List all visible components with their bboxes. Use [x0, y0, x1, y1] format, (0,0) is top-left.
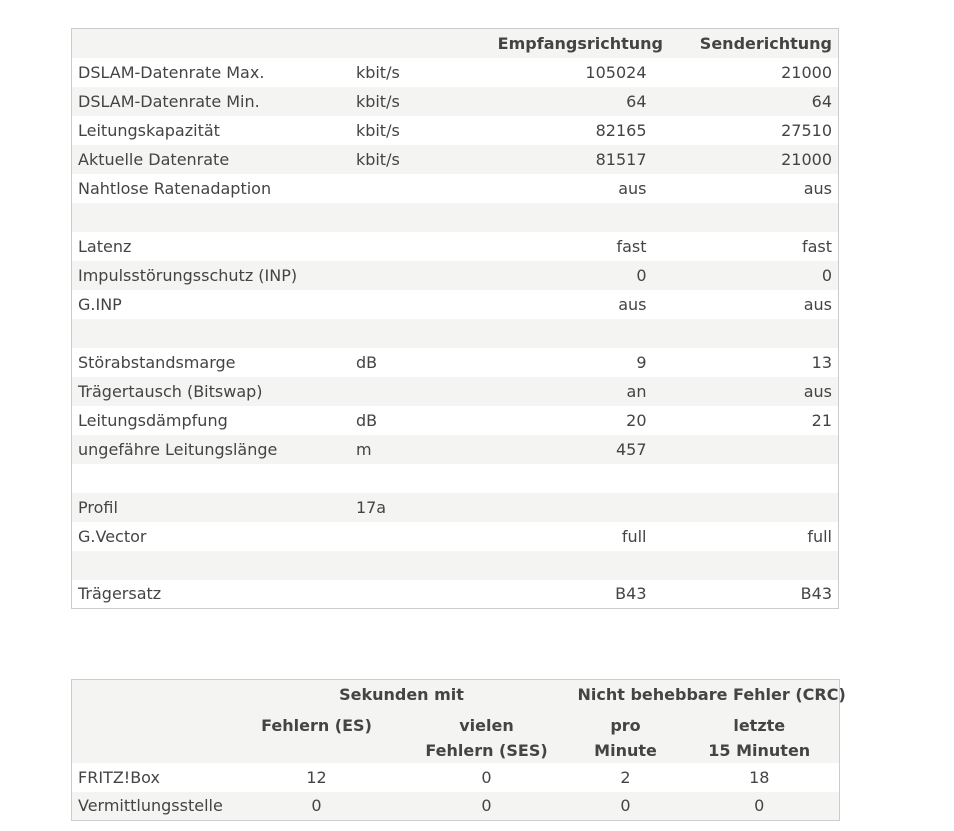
row-down: [492, 203, 653, 232]
row-down: [492, 551, 653, 580]
row-unit: kbit/s: [355, 91, 400, 111]
row-label: DSLAM-Datenrate Min.: [78, 91, 260, 111]
table-row: [72, 763, 840, 792]
col-ses-line2: Fehlern (SES): [425, 740, 548, 760]
row-unit: [350, 174, 492, 203]
row-label: Leitungsdämpfung: [78, 410, 228, 430]
table-row-spacer: [72, 551, 839, 580]
row-label: Profil: [78, 497, 118, 517]
table-row: [72, 116, 839, 145]
error-row-es: 0: [311, 796, 322, 816]
row-unit: dB: [355, 352, 378, 372]
table-row-spacer: [72, 319, 839, 348]
row-label: Leitungskapazität: [78, 120, 220, 140]
row-label: G.INP: [78, 294, 122, 314]
row-unit: [350, 551, 492, 580]
table-row: [72, 174, 839, 203]
row-label: Nahtlose Ratenadaption: [78, 178, 272, 198]
row-down: 81517: [595, 149, 647, 169]
col-ses-header: [402, 709, 572, 763]
error-row-last15: 0: [754, 796, 765, 816]
col-min-line1: pro: [610, 715, 641, 735]
error-row-es: 12: [306, 767, 327, 787]
row-label: Aktuelle Datenrate: [78, 149, 230, 169]
table-header-row: [72, 29, 839, 58]
table-row: [72, 493, 839, 522]
row-up: 27510: [781, 120, 832, 140]
row-down: [492, 464, 653, 493]
row-up: [653, 551, 839, 580]
error-column-header-row: [72, 709, 840, 763]
row-up: 64: [811, 91, 832, 111]
row-down: 0: [636, 265, 647, 285]
table-row-spacer: [72, 464, 839, 493]
row-unit: kbit/s: [355, 120, 400, 140]
error-row-last15: 18: [749, 767, 770, 787]
row-up: [653, 319, 839, 348]
error-row-label: FRITZ!Box: [78, 767, 160, 787]
group-crc-header: Nicht behebbare Fehler (CRC): [577, 684, 846, 704]
row-down: B43: [615, 584, 647, 604]
row-down: aus: [618, 178, 647, 198]
error-row-ses: 0: [481, 767, 492, 787]
col-last15-header: [680, 709, 840, 763]
row-label: [72, 319, 350, 348]
row-down: 105024: [585, 62, 647, 82]
row-down: 82165: [595, 120, 647, 140]
table-row: [72, 261, 839, 290]
row-label: Trägersatz: [78, 584, 162, 604]
row-unit: [350, 261, 492, 290]
col-per-minute-header: [572, 709, 680, 763]
row-up: full: [807, 526, 832, 546]
table-row: [72, 87, 839, 116]
row-up: [653, 493, 839, 522]
row-up: 21: [811, 410, 832, 430]
group-seconds-header: Sekunden mit: [339, 684, 464, 704]
dsl-line-info-table: [71, 28, 839, 609]
table-row: [72, 377, 839, 406]
header-downstream: Empfangsrichtung: [497, 33, 663, 53]
row-down: [492, 493, 653, 522]
header-unit-blank: [350, 29, 492, 58]
row-down: full: [621, 526, 647, 546]
table-row: [72, 792, 840, 821]
table-row: [72, 232, 839, 261]
row-down: aus: [618, 294, 647, 314]
row-label: Trägertausch (Bitswap): [78, 381, 263, 401]
col-min-line2: Minute: [594, 740, 657, 760]
row-unit: [350, 464, 492, 493]
col-es-header: [232, 709, 402, 763]
row-label: [72, 551, 350, 580]
row-label: Impulsstörungsschutz (INP): [78, 265, 298, 285]
table-row: [72, 145, 839, 174]
row-label: [72, 203, 350, 232]
row-up: aus: [803, 178, 832, 198]
table-row: [72, 58, 839, 87]
row-down: 9: [636, 352, 647, 372]
row-unit: kbit/s: [355, 62, 400, 82]
header-blank: [72, 29, 350, 58]
header-upstream: Senderichtung: [699, 33, 832, 53]
row-unit: [350, 203, 492, 232]
table-row: [72, 435, 839, 464]
row-down: 64: [626, 91, 647, 111]
row-up: [653, 203, 839, 232]
row-unit: [350, 377, 492, 406]
col-ses-line1: vielen: [459, 715, 514, 735]
row-label: G.Vector: [78, 526, 147, 546]
row-label: [72, 464, 350, 493]
row-label: DSLAM-Datenrate Max.: [78, 62, 265, 82]
row-unit: [350, 522, 492, 551]
row-unit: kbit/s: [355, 149, 400, 169]
row-up: B43: [800, 584, 832, 604]
row-up: aus: [803, 381, 832, 401]
row-up: [653, 435, 839, 464]
row-label: ungefähre Leitungslänge: [78, 439, 278, 459]
table-row-spacer: [72, 203, 839, 232]
row-unit: [350, 290, 492, 319]
error-row-per-minute: 2: [620, 767, 631, 787]
row-up: [653, 464, 839, 493]
row-up: 0: [821, 265, 832, 285]
row-up: aus: [803, 294, 832, 314]
row-label: Latenz: [78, 236, 132, 256]
row-up: 21000: [781, 149, 832, 169]
row-unit: [350, 580, 492, 609]
row-down: an: [626, 381, 647, 401]
row-down: fast: [616, 236, 647, 256]
row-unit: [350, 319, 492, 348]
group-blank: [72, 680, 232, 709]
row-up: fast: [801, 236, 832, 256]
error-row-per-minute: 0: [620, 796, 631, 816]
row-unit: dB: [355, 410, 378, 430]
table-row: [72, 522, 839, 551]
col-blank: [72, 709, 232, 763]
row-down: [492, 319, 653, 348]
error-row-ses: 0: [481, 796, 492, 816]
table-row: [72, 406, 839, 435]
col-15-line2: 15 Minuten: [708, 740, 811, 760]
error-stats-table: [71, 679, 846, 821]
col-es-text: Fehlern (ES): [261, 715, 372, 735]
table-row: [72, 290, 839, 319]
row-up: 21000: [781, 62, 832, 82]
col-15-line1: letzte: [733, 715, 786, 735]
row-down: 20: [626, 410, 647, 430]
row-unit: m: [355, 439, 372, 459]
error-group-header-row: [72, 680, 840, 709]
error-row-label: Vermittlungsstelle: [78, 796, 223, 816]
table-row: [72, 348, 839, 377]
row-down: 457: [615, 439, 647, 459]
table-row: [72, 580, 839, 609]
row-label: Störabstandsmarge: [78, 352, 236, 372]
row-unit: 17a: [355, 497, 387, 517]
row-up: 13: [811, 352, 832, 372]
row-unit: [350, 232, 492, 261]
